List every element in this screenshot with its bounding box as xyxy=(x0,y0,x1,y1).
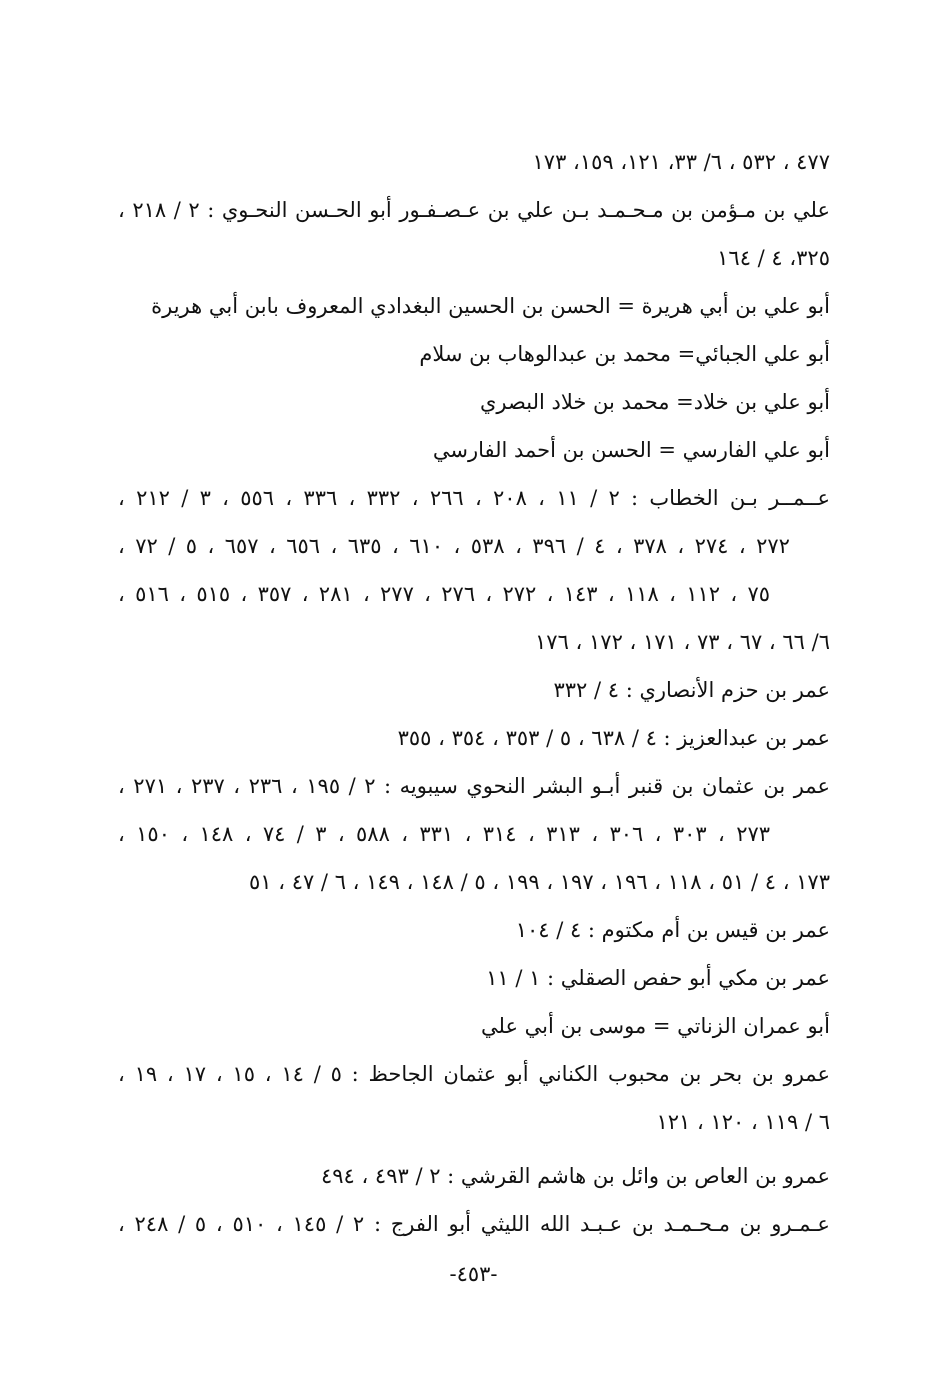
index-entry: عمر بن عبدالعزيز : ٤ / ٦٣٨ ، ٥ / ٣٥٣ ، ٣٥٤ ، ٣٥٥ xyxy=(397,726,830,750)
index-entry: علي بن مـؤمن بن مـحـمـد بـن علي بن عـصـفـور أبو الحـسن النحـوي : ٢ / ٢١٨ ، xyxy=(118,198,830,222)
index-line: ٦/ ٦٦ ، ٦٧ ، ٧٣ ، ١٧١ ، ١٧٢ ، ١٧٦ xyxy=(535,630,830,654)
index-line: ٢٧٣ ، ٣٠٣ ، ٣٠٦ ، ٣١٣ ، ٣١٤ ، ٣٣١ ، ٥٨٨ ، ٣ / ٧٤ ، ١٤٨ ، ١٥٠ ، xyxy=(118,822,771,846)
index-entry: عمرو بن بحر بن محبوب الكناني أبو عثمان الجاحظ : ٥ / ١٤ ، ١٥ ، ١٧ ، ١٩ ، xyxy=(118,1062,830,1086)
index-entry: أبو علي الجبائي= محمد بن عبدالوهاب بن سلام xyxy=(419,342,830,366)
index-line: ٧٥ ، ١١٢ ، ١١٨ ، ١٤٣ ، ٢٧٢ ، ٢٧٦ ، ٢٧٧ ، ٢٨١ ، ٣٥٧ ، ٥١٥ ، ٥١٦ ، xyxy=(118,582,770,606)
index-entry: عمر بن مكي أبو حفص الصقلي : ١ / ١١ xyxy=(486,966,830,990)
index-entry: عمرو بن العاص بن وائل بن هاشم القرشي : ٢ / ٤٩٣ ، ٤٩٤ xyxy=(320,1164,830,1188)
index-entry: أبو علي بن خلاد= محمد بن خلاد البصري xyxy=(480,390,830,414)
index-line: ٦ / ١١٩ ، ١٢٠ ، ١٢١ xyxy=(656,1110,830,1134)
index-entry: عــمــر بـن الخطاب : ٢ / ١١ ، ٢٠٨ ، ٢٦٦ ، ٣٣٢ ، ٣٣٦ ، ٥٥٦ ، ٣ / ٢١٢ ، xyxy=(118,486,830,510)
index-entry: عـمـرو بن مـحـمـد بن عـبـد الله الليثي أبو الفرج : ٢ / ١٤٥ ، ٥١٠ ، ٥ / ٢٤٨ ، xyxy=(118,1212,830,1236)
index-entry: عمر بن عثمان بن قنبر أبـو البشر النحوي سيبويه : ٢ / ١٩٥ ، ٢٣٦ ، ٢٣٧ ، ٢٧١ ، xyxy=(118,774,830,798)
index-line: ٣٢٥، ٤ / ١٦٤ xyxy=(717,246,830,270)
index-entry: أبو عمران الزناتي = موسى بن أبي علي xyxy=(481,1014,830,1038)
index-entry: أبو علي الفارسي = الحسن بن أحمد الفارسي xyxy=(432,438,830,462)
name-index-list xyxy=(118,138,830,1248)
index-entry: عمر بن قيس بن أم مكتوم : ٤ / ١٠٤ xyxy=(515,918,830,942)
index-line: ٤٧٧ ، ٥٣٢ ، ٦/ ٣٣، ١٢١، ١٥٩، ١٧٣ xyxy=(532,150,830,174)
index-entry: أبو علي بن أبي هريرة = الحسن بن الحسين البغدادي المعروف بابن أبي هريرة xyxy=(151,294,830,318)
page-number: -٤٥٣- xyxy=(449,1262,498,1286)
index-entry: عمر بن حزم الأنصاري : ٤ / ٣٣٢ xyxy=(553,678,830,702)
index-line: ٢٧٢ ، ٢٧٤ ، ٣٧٨ ، ٤ / ٣٩٦ ، ٥٣٨ ، ٦١٠ ، ٦٣٥ ، ٦٥٦ ، ٦٥٧ ، ٥ / ٧٢ ، xyxy=(118,534,790,558)
index-line: ١٧٣ ، ٤ / ٥١ ، ١١٨ ، ١٩٦ ، ١٩٧ ، ١٩٩ ، ٥ / ١٤٨ ، ١٤٩ ، ٦ / ٤٧ ، ٥١ xyxy=(248,870,830,894)
